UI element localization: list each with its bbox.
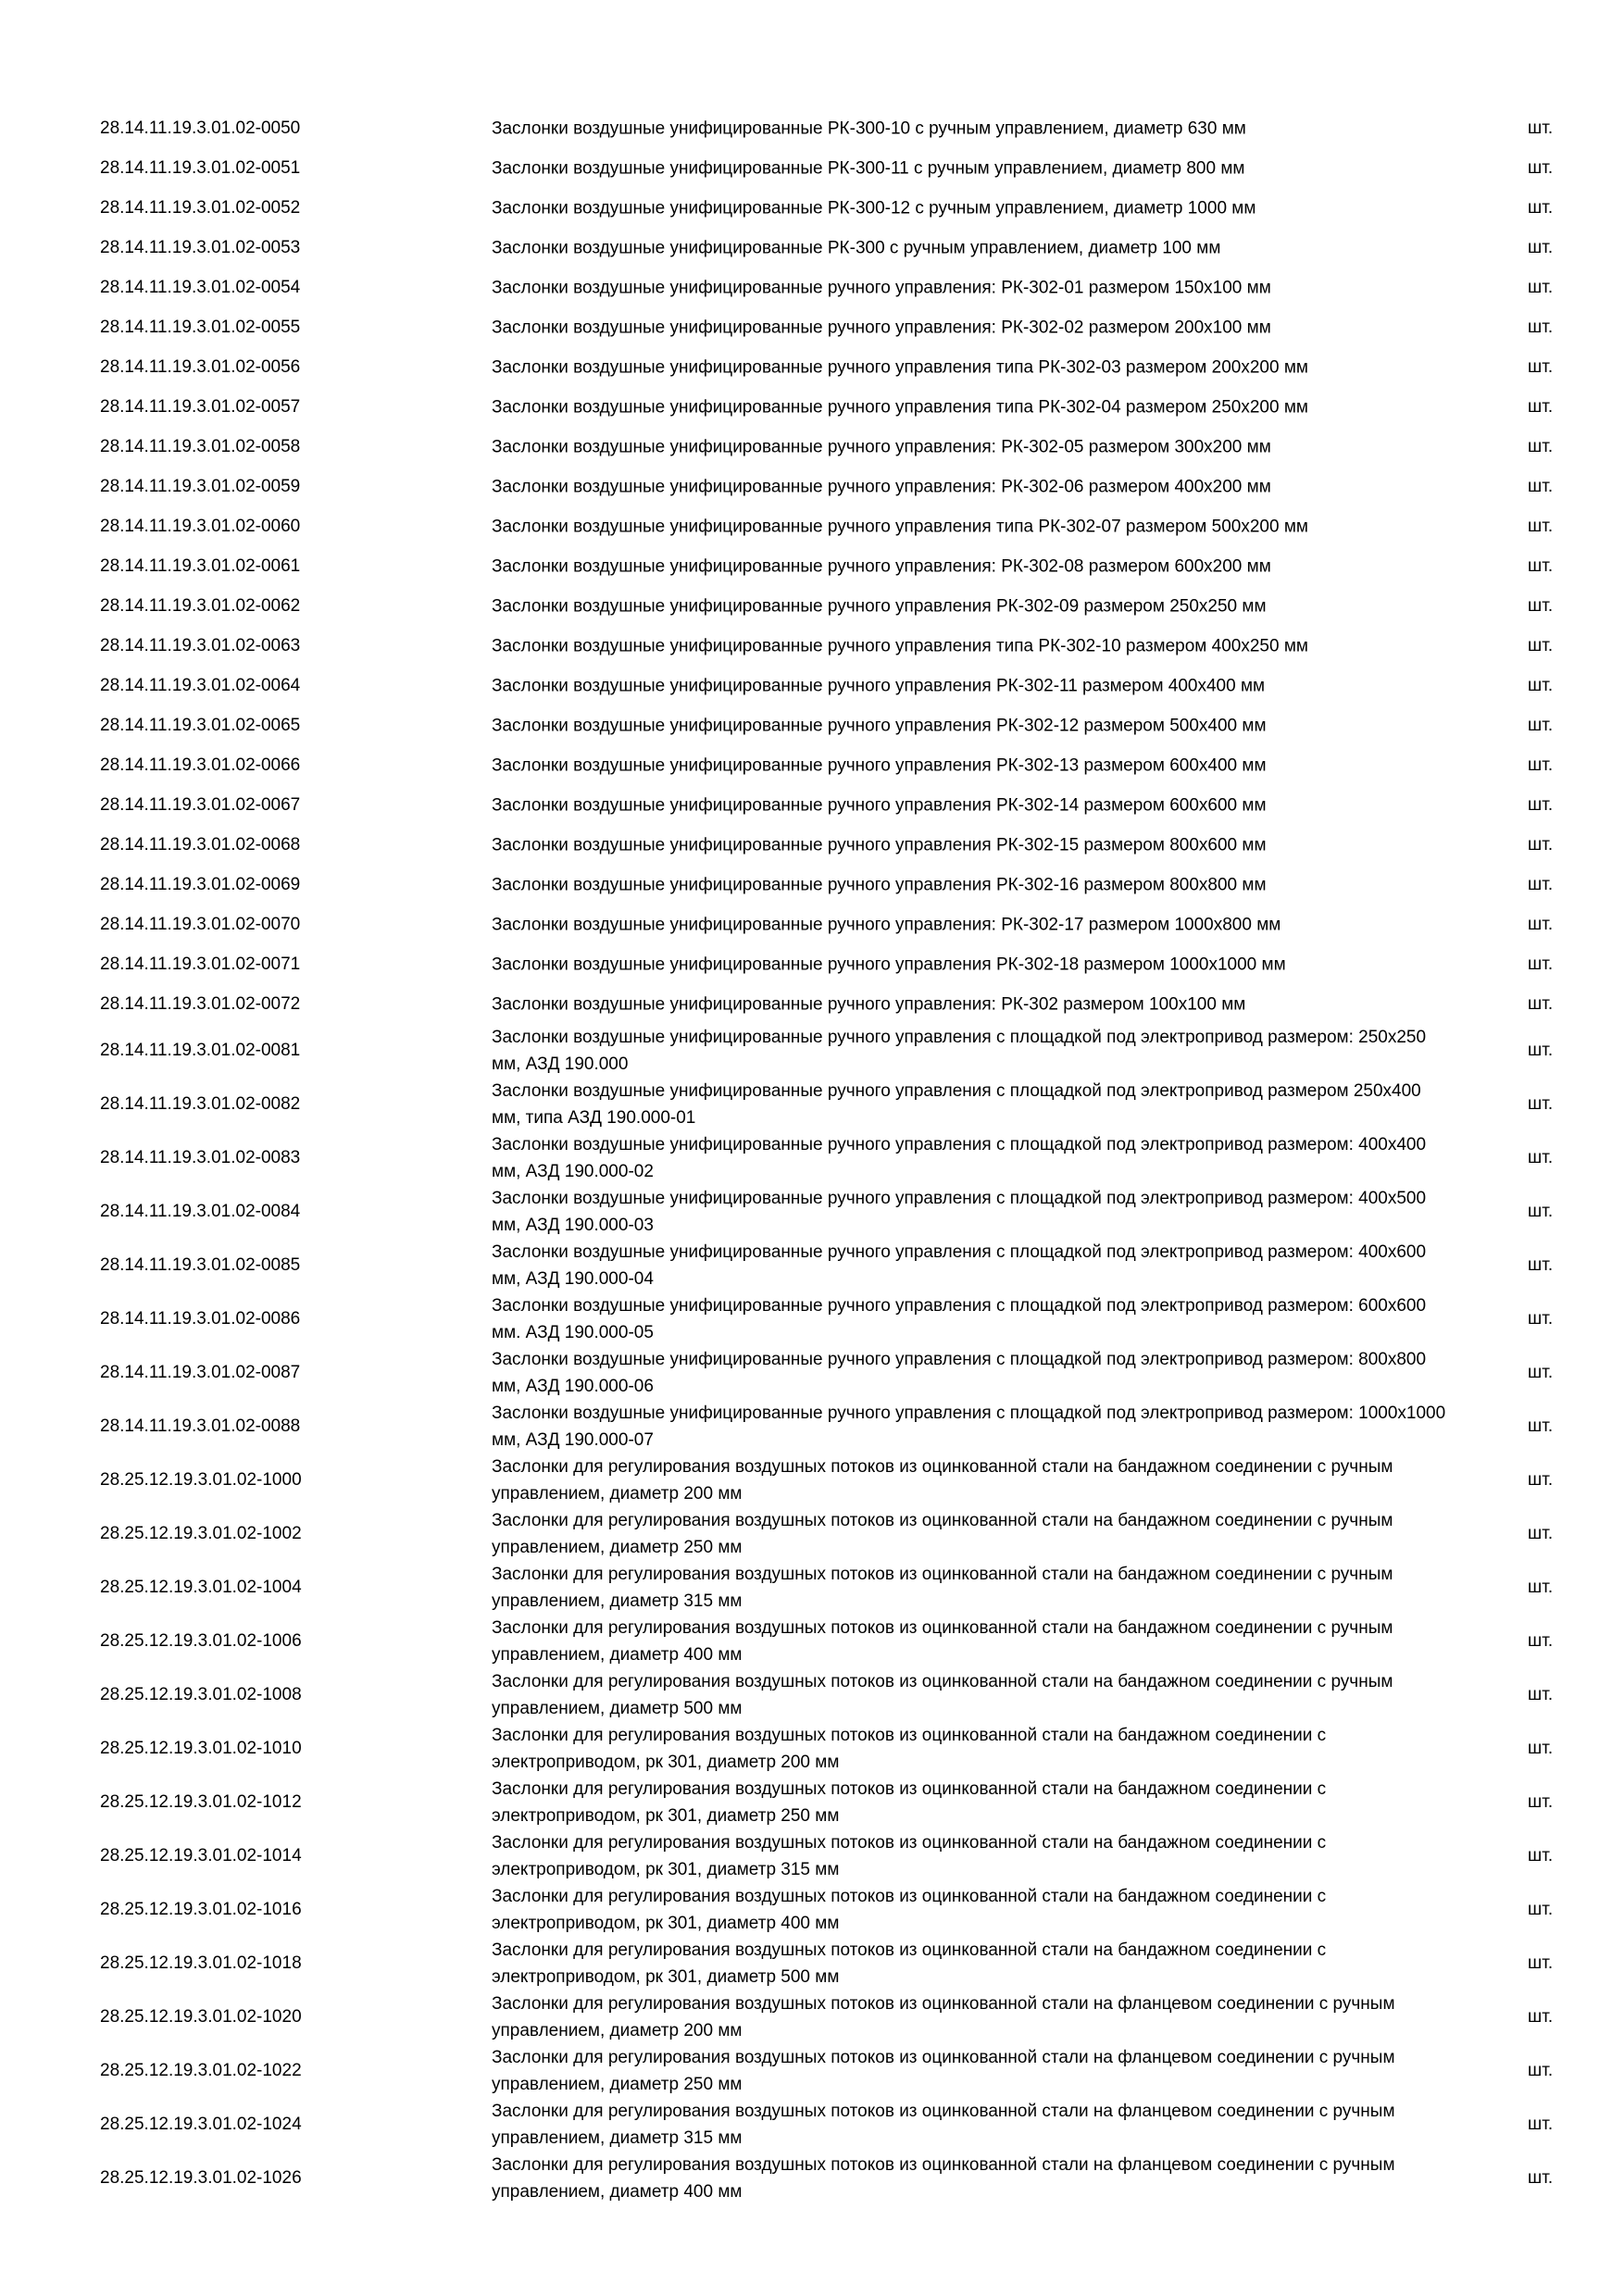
row-code: 28.14.11.19.3.01.02-0083 [100, 1148, 301, 1167]
row-unit: шт. [1528, 356, 1554, 377]
row-unit: шт. [1528, 1202, 1554, 1221]
row-name: Заслонки воздушные унифицированные ручного управления с площадкой под электропривод размером: 1000х1000 мм, АЗД 190.000-07 [492, 1404, 1446, 1450]
table-row [0, 108, 1624, 148]
row-unit: шт. [1528, 1094, 1554, 1114]
row-name: Заслонки воздушные унифицированные ручного управления РК-302-15 размером 800х600 мм [492, 835, 1267, 855]
row-unit: шт. [1528, 317, 1554, 337]
table-row [0, 745, 1624, 785]
row-unit: шт. [1528, 834, 1554, 855]
row-code: 28.14.11.19.3.01.02-0062 [100, 595, 301, 616]
table-row [0, 984, 1624, 1024]
row-unit: шт. [1528, 1739, 1554, 1758]
row-name: Заслонки воздушные унифицированные РК-300-11 с ручным управлением, диаметр 800 мм [492, 158, 1245, 178]
row-name: Заслонки воздушные унифицированные ручного управления: РК-302-01 размером 150х100 мм [492, 278, 1271, 297]
row-unit: шт. [1528, 277, 1554, 297]
table-row [0, 666, 1624, 705]
table-row [0, 2205, 1624, 2259]
row-unit: шт. [1528, 1041, 1554, 1060]
row-unit: шт. [1528, 476, 1554, 496]
row-unit: шт. [1528, 1578, 1554, 1597]
row-unit: шт. [1528, 1900, 1554, 1919]
row-code: 28.14.11.19.3.01.02-0068 [100, 834, 301, 855]
row-code: 28.25.12.19.3.01.02-1026 [100, 2168, 302, 2188]
row-code: 28.14.11.19.3.01.02-0060 [100, 516, 301, 536]
row-name: Заслонки воздушные унифицированные ручного управления типа РК-302-10 размером 400х250 мм [492, 636, 1308, 655]
row-name: Заслонки воздушные унифицированные ручного управления с площадкой под электропривод размером: 800х800 мм, АЗД 190.000-06 [492, 1350, 1427, 1396]
row-name: Заслонки для регулирования воздушных потоков из оцинкованной стали на бандажном соединении с электроприводом, рк 301, диаметр 200 мм [492, 1726, 1327, 1772]
table-row [0, 2098, 1624, 2152]
row-code: 28.14.11.19.3.01.02-0069 [100, 874, 301, 894]
row-name: Заслонки воздушные унифицированные ручного управления РК-302-14 размером 600х600 мм [492, 795, 1267, 815]
table-row [0, 1078, 1624, 1131]
row-code: 28.14.11.19.3.01.02-0055 [100, 317, 301, 337]
row-name: Заслонки для регулирования воздушных потоков из оцинкованной стали на фланцевом соединении с ручным управлением, диаметр 200 мм [492, 1994, 1395, 2040]
row-code: 28.14.11.19.3.01.02-0064 [100, 675, 301, 695]
row-code: 28.14.11.19.3.01.02-0053 [100, 237, 301, 257]
row-code: 28.25.12.19.3.01.02-1002 [100, 1524, 302, 1543]
row-name: Заслонки воздушные унифицированные ручного управления с площадкой под электропривод размером: 400х400 мм, АЗД 190.000-02 [492, 1135, 1427, 1181]
row-name: Заслонки воздушные унифицированные ручного управления с площадкой под электропривод размером 250х400 мм, типа АЗД 190.000-01 [492, 1081, 1421, 1128]
row-name: Заслонки воздушные унифицированные ручного управления: РК-302-17 размером 1000х800 мм [492, 915, 1281, 934]
table-row [0, 1292, 1624, 1346]
table-row [0, 228, 1624, 268]
row-unit: шт. [1528, 1255, 1554, 1275]
table-row [0, 785, 1624, 825]
row-code: 28.14.11.19.3.01.02-0070 [100, 914, 301, 934]
row-unit: шт. [1528, 914, 1554, 934]
table-row [0, 1829, 1624, 1883]
table-row [0, 1024, 1624, 1078]
row-unit: шт. [1528, 396, 1554, 417]
row-code: 28.14.11.19.3.01.02-0067 [100, 794, 301, 815]
row-unit: шт. [1528, 1309, 1554, 1329]
table-row [0, 1507, 1624, 1561]
row-name: Заслонки для регулирования воздушных потоков из оцинкованной стали на бандажном соединении с электроприводом, рк 301, диаметр 315 мм [492, 1833, 1327, 1879]
row-code: 28.14.11.19.3.01.02-0081 [100, 1041, 301, 1060]
row-unit: шт. [1528, 2168, 1554, 2188]
row-code: 28.14.11.19.3.01.02-0082 [100, 1094, 301, 1114]
row-unit: шт. [1528, 595, 1554, 616]
row-name: Заслонки воздушные унифицированные ручного управления: РК-302-06 размером 400х200 мм [492, 477, 1271, 496]
row-unit: шт. [1528, 755, 1554, 775]
row-code: 28.14.11.19.3.01.02-0084 [100, 1202, 301, 1221]
row-code: 28.25.12.19.3.01.02-1018 [100, 1953, 302, 1973]
table-row [0, 1722, 1624, 1776]
table-row [0, 1561, 1624, 1615]
row-code: 28.14.11.19.3.01.02-0054 [100, 277, 301, 297]
table-row [0, 1131, 1624, 1185]
table-row [0, 626, 1624, 666]
row-unit: шт. [1528, 237, 1554, 257]
row-name: Заслонки воздушные унифицированные ручного управления с площадкой под электропривод размером: 600х600 мм. АЗД 190.000-05 [492, 1296, 1427, 1342]
row-code: 28.25.12.19.3.01.02-1004 [100, 1578, 302, 1597]
table-row [0, 1937, 1624, 1990]
table-row [0, 1615, 1624, 1668]
row-code: 28.14.11.19.3.01.02-0061 [100, 555, 301, 576]
row-code: 28.14.11.19.3.01.02-0051 [100, 157, 301, 178]
table-row [0, 865, 1624, 905]
row-name: Заслонки для регулирования воздушных потоков из оцинкованной стали на бандажном соединении с электроприводом, рк 301, диаметр 500 мм [492, 1940, 1327, 1987]
row-code: 28.25.12.19.3.01.02-1024 [100, 2115, 302, 2134]
row-unit: шт. [1528, 1524, 1554, 1543]
row-unit: шт. [1528, 1846, 1554, 1866]
row-name: Заслонки воздушные унифицированные ручного управления РК-302-11 размером 400х400 мм [492, 676, 1266, 695]
row-name: Заслонки для регулирования воздушных потоков из оцинкованной стали на фланцевом соединении с ручным управлением, диаметр 315 мм [492, 2102, 1395, 2148]
price-table [0, 108, 1624, 2259]
row-code: 28.14.11.19.3.01.02-0058 [100, 436, 301, 456]
row-unit: шт. [1528, 1685, 1554, 1704]
table-row [0, 2044, 1624, 2098]
table-row [0, 188, 1624, 228]
row-code: 28.14.11.19.3.01.02-0088 [100, 1416, 301, 1436]
row-name: Заслонки воздушные унифицированные ручного управления с площадкой под электропривод размером: 400х500 мм, АЗД 190.000-03 [492, 1189, 1427, 1235]
table-row [0, 944, 1624, 984]
row-name: Заслонки для регулирования воздушных потоков из оцинкованной стали на бандажном соединении с ручным управлением, диаметр 500 мм [492, 1672, 1393, 1718]
row-code: 28.25.12.19.3.01.02-1012 [100, 1792, 302, 1812]
row-name: Заслонки воздушные унифицированные ручного управления типа РК-302-07 размером 500х200 мм [492, 517, 1308, 536]
row-code: 28.14.11.19.3.01.02-0085 [100, 1255, 301, 1275]
row-name: Заслонки воздушные унифицированные ручного управления: РК-302-05 размером 300х200 мм [492, 437, 1271, 456]
row-code: 28.25.12.19.3.01.02-1016 [100, 1900, 302, 1919]
row-code: 28.14.11.19.3.01.02-0086 [100, 1309, 301, 1329]
row-name: Заслонки воздушные унифицированные ручного управления РК-302-16 размером 800х800 мм [492, 875, 1267, 894]
row-unit: шт. [1528, 635, 1554, 655]
table-row [0, 387, 1624, 427]
row-name: Заслонки воздушные унифицированные ручного управления: РК-302-02 размером 200х100 мм [492, 318, 1271, 337]
row-code: 28.14.11.19.3.01.02-0063 [100, 635, 301, 655]
table-row [0, 905, 1624, 944]
row-unit: шт. [1528, 1416, 1554, 1436]
table-row [0, 427, 1624, 467]
table-row [0, 705, 1624, 745]
row-code: 28.14.11.19.3.01.02-0072 [100, 993, 301, 1014]
row-unit: шт. [1528, 1792, 1554, 1812]
row-name: Заслонки для регулирования воздушных потоков из оцинкованной стали на бандажном соединении с ручным управлением, диаметр 200 мм [492, 1457, 1393, 1504]
row-name: Заслонки воздушные унифицированные ручного управления типа РК-302-04 размером 250х200 мм [492, 397, 1308, 417]
row-unit: шт. [1528, 675, 1554, 695]
row-code: 28.25.12.19.3.01.02-1014 [100, 1846, 302, 1866]
row-code: 28.25.12.19.3.01.02-1000 [100, 1470, 302, 1490]
row-name: Заслонки для регулирования воздушных потоков из оцинкованной стали на бандажном соединении с электроприводом, рк 301, диаметр 250 мм [492, 1779, 1327, 1826]
row-code: 28.14.11.19.3.01.02-0065 [100, 715, 301, 735]
table-row [0, 2152, 1624, 2205]
row-code: 28.25.12.19.3.01.02-1020 [100, 2007, 302, 2027]
table-row [0, 307, 1624, 347]
row-unit: шт. [1528, 1631, 1554, 1651]
row-name: Заслонки для регулирования воздушных потоков из оцинкованной стали на бандажном соединении с ручным управлением, диаметр 250 мм [492, 1511, 1393, 1557]
row-unit: шт. [1528, 436, 1554, 456]
table-row [0, 1668, 1624, 1722]
row-name: Заслонки воздушные унифицированные ручного управления с площадкой под электропривод размером: 250х250 мм, АЗД 190.000 [492, 1028, 1427, 1074]
row-name: Заслонки воздушные унифицированные ручного управления типа РК-302-03 размером 200х200 мм [492, 357, 1308, 377]
row-unit: шт. [1528, 2007, 1554, 2027]
row-code: 28.25.12.19.3.01.02-1006 [100, 1631, 302, 1651]
table-row [0, 1400, 1624, 1454]
row-name: Заслонки воздушные унифицированные ручного управления РК-302-13 размером 600х400 мм [492, 755, 1267, 775]
row-unit: шт. [1528, 2061, 1554, 2080]
row-unit: шт. [1528, 555, 1554, 576]
row-unit: шт. [1528, 1363, 1554, 1382]
row-code: 28.25.12.19.3.01.02-1008 [100, 1685, 302, 1704]
row-code: 28.14.11.19.3.01.02-0071 [100, 954, 301, 974]
row-unit: шт. [1528, 1470, 1554, 1490]
row-unit: шт. [1528, 1148, 1554, 1167]
row-unit: шт. [1528, 197, 1554, 218]
row-name: Заслонки воздушные унифицированные ручного управления с площадкой под электропривод размером: 400х600 мм, АЗД 190.000-04 [492, 1242, 1427, 1289]
row-name: Заслонки воздушные унифицированные ручного управления: РК-302 размером 100х100 мм [492, 994, 1246, 1014]
row-code: 28.14.11.19.3.01.02-0066 [100, 755, 301, 775]
row-name: Заслонки воздушные унифицированные ручного управления РК-302-09 размером 250х250 мм [492, 596, 1267, 616]
table-row [0, 825, 1624, 865]
table-row [0, 467, 1624, 506]
row-name: Заслонки для регулирования воздушных потоков из оцинкованной стали на бандажном соединении с электроприводом, рк 301, диаметр 400 мм [492, 1887, 1327, 1933]
row-code: 28.25.12.19.3.01.02-1010 [100, 1739, 302, 1758]
row-name: Заслонки воздушные унифицированные РК-300 с ручным управлением, диаметр 100 мм [492, 238, 1221, 257]
table-row [0, 586, 1624, 626]
row-unit: шт. [1528, 516, 1554, 536]
table-row [0, 1185, 1624, 1239]
row-code: 28.14.11.19.3.01.02-0052 [100, 197, 301, 218]
row-unit: шт. [1528, 715, 1554, 735]
table-row [0, 268, 1624, 307]
table-row [0, 1239, 1624, 1292]
table-row [0, 546, 1624, 586]
row-name: Заслонки воздушные унифицированные ручного управления: РК-302-08 размером 600х200 мм [492, 556, 1271, 576]
row-code: 28.14.11.19.3.01.02-0087 [100, 1363, 301, 1382]
row-name: Заслонки воздушные унифицированные РК-300-12 с ручным управлением, диаметр 1000 мм [492, 198, 1256, 218]
table-row [0, 1454, 1624, 1507]
row-unit: шт. [1528, 118, 1554, 138]
row-unit: шт. [1528, 874, 1554, 894]
row-code: 28.25.12.19.3.01.02-1022 [100, 2061, 302, 2080]
row-name: Заслонки для регулирования воздушных потоков из оцинкованной стали на фланцевом соединении с ручным управлением, диаметр 400 мм [492, 2155, 1395, 2202]
row-unit: шт. [1528, 794, 1554, 815]
table-row [0, 1346, 1624, 1400]
row-code: 28.14.11.19.3.01.02-0050 [100, 118, 301, 138]
row-code: 28.14.11.19.3.01.02-0057 [100, 396, 301, 417]
row-code: 28.14.11.19.3.01.02-0056 [100, 356, 301, 377]
row-unit: шт. [1528, 157, 1554, 178]
row-name: Заслонки воздушные унифицированные РК-300-10 с ручным управлением, диаметр 630 мм [492, 119, 1246, 138]
table-row [0, 1883, 1624, 1937]
row-unit: шт. [1528, 993, 1554, 1014]
row-unit: шт. [1528, 2115, 1554, 2134]
row-name: Заслонки для регулирования воздушных потоков из оцинкованной стали на бандажном соединении с ручным управлением, диаметр 315 мм [492, 1565, 1393, 1611]
row-name: Заслонки воздушные унифицированные ручного управления РК-302-18 размером 1000х1000 мм [492, 955, 1286, 974]
table-row [0, 347, 1624, 387]
table-row [0, 148, 1624, 188]
row-name: Заслонки для регулирования воздушных потоков из оцинкованной стали на бандажном соединении с ручным управлением, диаметр 400 мм [492, 1618, 1393, 1665]
row-name: Заслонки для регулирования воздушных потоков из оцинкованной стали на фланцевом соединении с ручным управлением, диаметр 250 мм [492, 2048, 1395, 2094]
row-code: 28.14.11.19.3.01.02-0059 [100, 476, 301, 496]
table-row [0, 1990, 1624, 2044]
row-unit: шт. [1528, 954, 1554, 974]
table-row [0, 1776, 1624, 1829]
row-unit: шт. [1528, 1953, 1554, 1973]
table-row [0, 506, 1624, 546]
row-name: Заслонки воздушные унифицированные ручного управления РК-302-12 размером 500х400 мм [492, 716, 1267, 735]
